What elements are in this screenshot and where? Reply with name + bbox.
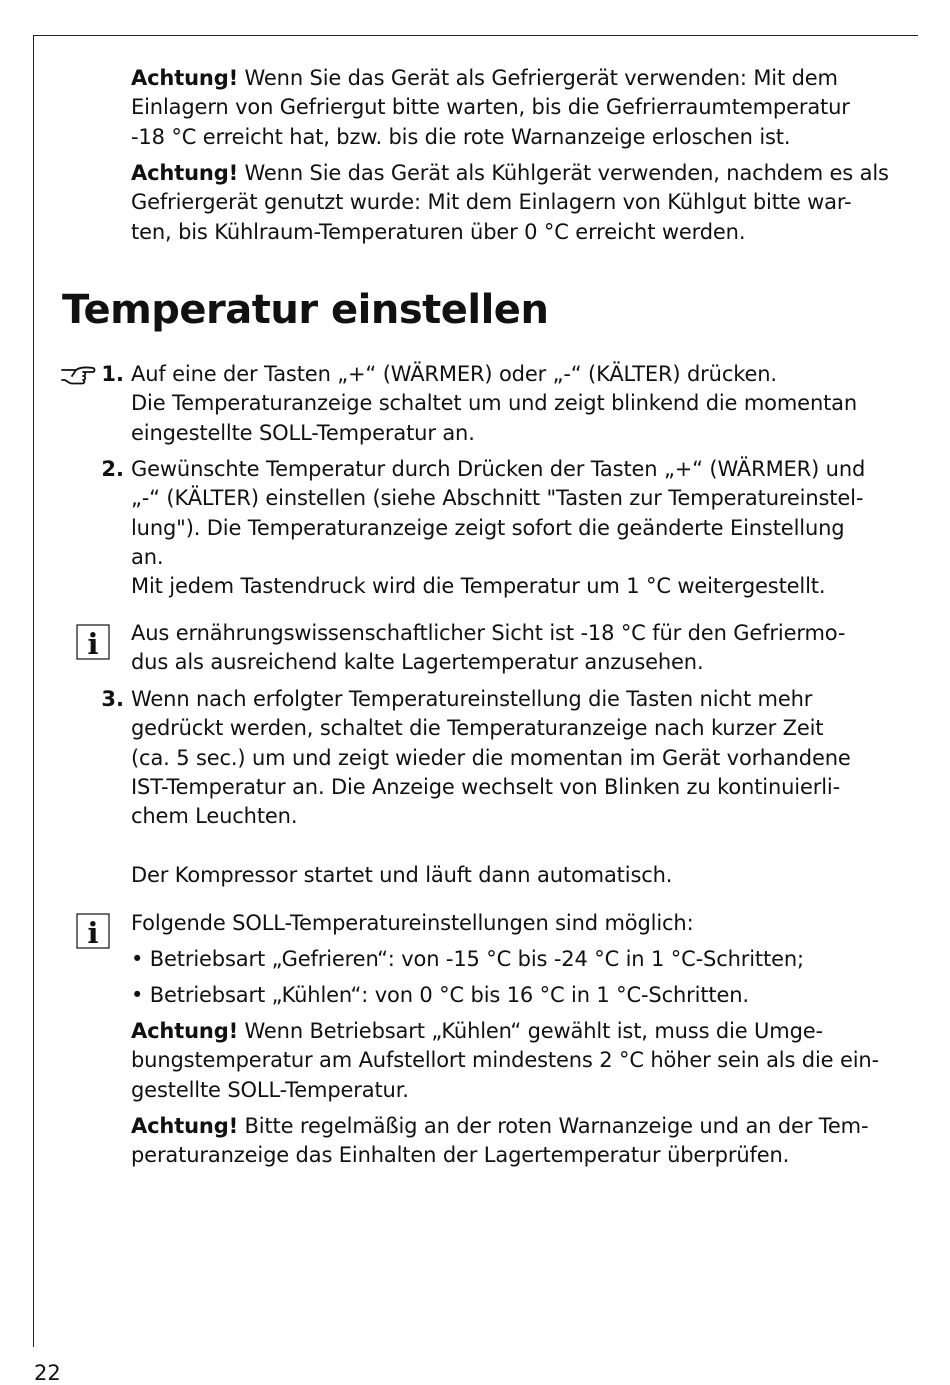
warning-text: Wenn Betriebsart „Kühlen“ gewählt ist, muss die Umge- — [238, 1019, 823, 1043]
info-icon — [76, 913, 110, 949]
warning-text: Gefriergerät genutzt wurde: Mit dem Einlagern von Kühlgut bitte war- — [131, 190, 852, 215]
info-settings — [131, 905, 901, 1013]
step-text: chem Leuchten. — [131, 804, 298, 829]
step-text: „-“ (KÄLTER) einstellen (siehe Abschnitt "Tasten zur Temperatureinstel- — [131, 486, 864, 511]
svg-text:i: i — [87, 627, 99, 660]
list-item: • Betriebsart „Gefrieren“: von -15 °C bis -24 °C in 1 °C-Schritten; — [131, 947, 804, 971]
step-text: IST-Temperatur an. Die Anzeige wechselt von Blinken zu kontinuierli- — [131, 774, 841, 799]
warning-kuehlgeraet — [131, 159, 901, 247]
step-1 — [131, 360, 901, 448]
warning-label: Achtung! — [131, 161, 238, 185]
warning-text: -18 °C erreicht hat, bzw. bis die rote Warnanzeige erloschen ist. — [131, 124, 791, 149]
warning-text: Einlagern von Gefriergut bitte warten, bis die Gefrierraumtemperatur — [131, 95, 850, 120]
compressor-note — [131, 861, 901, 890]
step-text: Wenn nach erfolgter Temperatureinstellung die Tasten nicht mehr — [131, 687, 813, 711]
step-number: 2. — [101, 457, 124, 481]
step-text: Mit jedem Tastendruck wird die Temperatur um 1 °C weitergestellt. — [131, 574, 826, 599]
step-3 — [131, 685, 901, 831]
info-freezing-note — [131, 619, 901, 678]
step-number: 3. — [101, 687, 124, 711]
warning-kontrolle — [131, 1112, 901, 1171]
section-title: Temperatur einstellen — [62, 287, 549, 333]
warning-label: Achtung! — [131, 1114, 238, 1138]
info-text: Folgende SOLL-Temperatureinstellungen sind möglich: — [131, 911, 694, 935]
warning-text: peraturanzeige das Einhalten der Lagertemperatur überprüfen. — [131, 1143, 790, 1168]
top-rule — [33, 35, 918, 36]
warning-text: Wenn Sie das Gerät als Kühlgerät verwenden, nachdem es als — [238, 161, 889, 185]
step-text: (ca. 5 sec.) um und zeigt wieder die momentan im Gerät vorhandene — [131, 745, 851, 770]
step-text: Die Temperaturanzeige schaltet um und zeigt blinkend die momentan — [131, 391, 858, 416]
list-item: • Betriebsart „Kühlen“: von 0 °C bis 16 °C in 1 °C-Schritten. — [131, 983, 749, 1007]
step-number: 1. — [101, 362, 124, 386]
step-text: an. — [131, 544, 164, 569]
warning-kuehlen — [131, 1017, 901, 1105]
warning-label: Achtung! — [131, 66, 238, 90]
step-text: Der Kompressor startet und läuft dann automatisch. — [131, 863, 673, 887]
warning-label: Achtung! — [131, 1019, 238, 1043]
svg-text:i: i — [87, 916, 99, 949]
warning-gefriergeraet — [131, 64, 901, 152]
left-margin-rule — [33, 35, 34, 1347]
step-text: lung"). Die Temperaturanzeige zeigt sofort die geänderte Einstellung — [131, 515, 845, 540]
warning-text: ten, bis Kühlraum-Temperaturen über 0 °C erreicht werden. — [131, 219, 746, 244]
info-text: dus als ausreichend kalte Lagertemperatur anzusehen. — [131, 650, 704, 675]
step-text: gedrückt werden, schaltet die Temperaturanzeige nach kurzer Zeit — [131, 716, 824, 741]
step-2 — [131, 455, 901, 601]
info-text: Aus ernährungswissenschaftlicher Sicht ist -18 °C für den Gefriermo- — [131, 621, 846, 645]
step-text: Auf eine der Tasten „+“ (WÄRMER) oder „-“ (KÄLTER) drücken. — [131, 362, 777, 386]
pointing-hand-icon — [60, 364, 96, 386]
step-text: Gewünschte Temperatur durch Drücken der Tasten „+“ (WÄRMER) und — [131, 457, 866, 481]
step-text: eingestellte SOLL-Temperatur an. — [131, 420, 475, 445]
info-icon — [76, 624, 110, 660]
page-number: 22 — [34, 1361, 61, 1385]
warning-text: gestellte SOLL-Temperatur. — [131, 1077, 409, 1102]
warning-text: Bitte regelmäßig an der roten Warnanzeige und an der Tem- — [238, 1114, 869, 1138]
warning-text: Wenn Sie das Gerät als Gefriergerät verwenden: Mit dem — [238, 66, 838, 90]
warning-text: bungstemperatur am Aufstellort mindestens 2 °C höher sein als die ein- — [131, 1048, 880, 1073]
